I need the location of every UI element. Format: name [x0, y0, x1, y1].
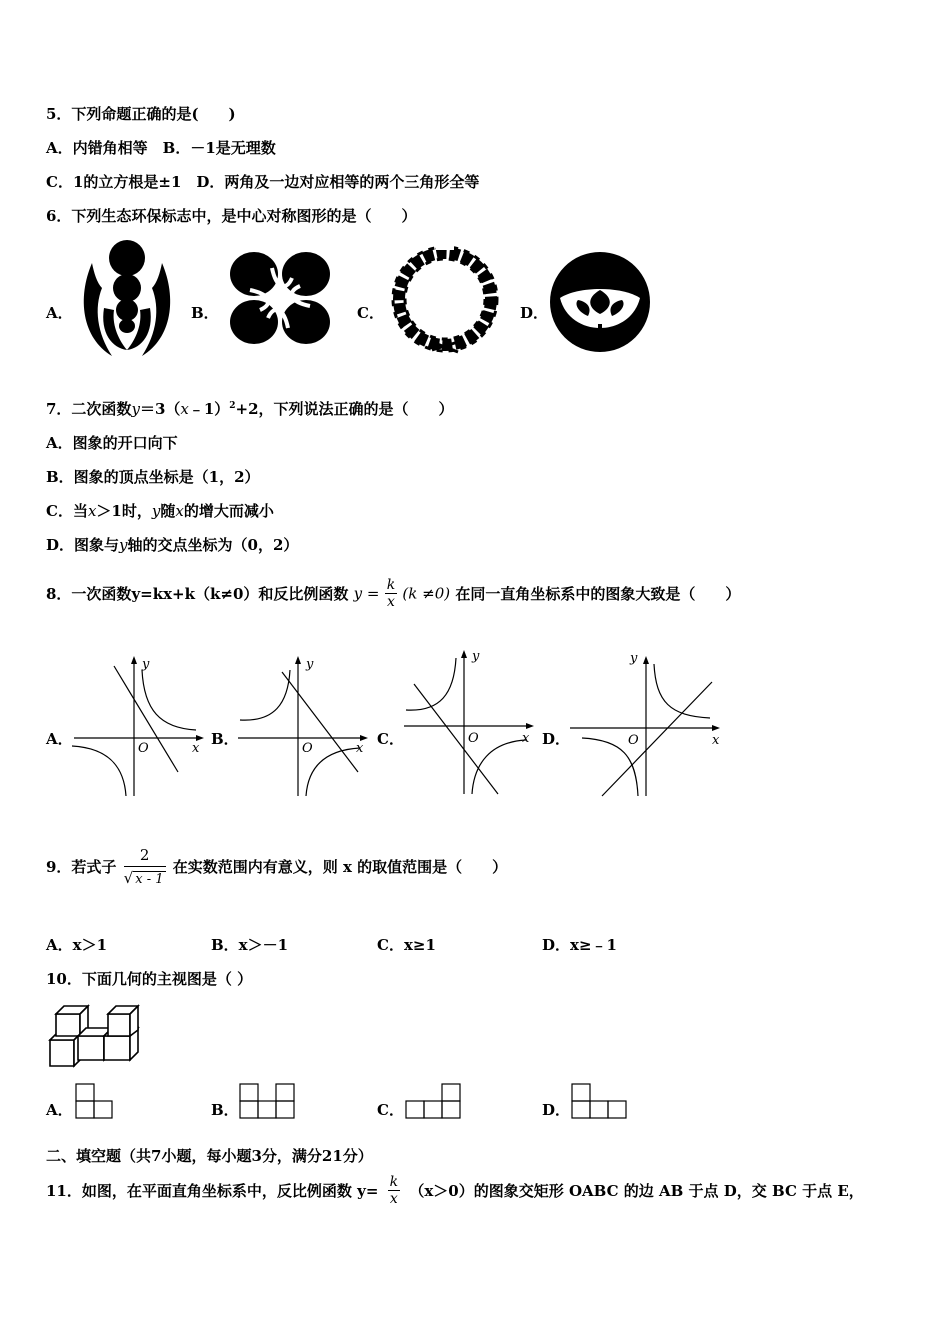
- q10-view-d: [570, 1082, 630, 1120]
- q10-label-a: A．: [46, 1101, 73, 1119]
- q9-fraction: [124, 846, 166, 887]
- q8-graph-c: [400, 644, 540, 800]
- q8-c-y-label: y: [472, 649, 480, 664]
- q10-label-c: C．: [377, 1101, 404, 1119]
- q9-num: 2: [139, 846, 150, 864]
- q7-option-a: A．图象的开口向下: [46, 434, 178, 452]
- q11-fraction: [388, 1174, 400, 1207]
- q8-b-origin: O: [302, 741, 313, 756]
- q9-option-d: D．x≥﹣1: [542, 936, 617, 954]
- q8-b-y-label: y: [306, 657, 314, 672]
- q6-label-d: D．: [520, 304, 549, 322]
- q7-c-x: x: [87, 502, 97, 520]
- q8-a-origin: O: [138, 741, 149, 756]
- q8-label-b: B．: [211, 730, 239, 748]
- q7-c-y: y: [151, 502, 161, 520]
- q8-c-origin: O: [468, 731, 479, 746]
- q8-formula-fraction: [385, 577, 397, 610]
- q8-stem: [46, 577, 740, 610]
- q11-num: k: [389, 1174, 399, 1190]
- q7-c-post: 的增大而减小: [183, 502, 274, 520]
- section-title-fill-in: 二、填空题（共7小题，每小题3分，满分21分）: [46, 1147, 373, 1165]
- four-leaf-emblem-icon: [218, 237, 342, 359]
- q7-var-y: y: [131, 400, 140, 418]
- q7-stem: [46, 398, 454, 419]
- q9-stem-pre: 9．若式子: [46, 858, 117, 876]
- q11-stem: [46, 1174, 864, 1207]
- q10-label-d: D．: [542, 1101, 571, 1119]
- q6-label-b: B．: [191, 304, 219, 322]
- q8-d-origin: O: [628, 733, 639, 748]
- flame-emblem-icon: [72, 238, 182, 360]
- q8-d-x-label: x: [712, 733, 720, 748]
- q7-d-pre: D．图象与: [46, 536, 120, 554]
- q7-option-d: [46, 534, 298, 555]
- q9-radicand: x - 1: [135, 872, 164, 887]
- q8-formula-cond: (k ≠0): [402, 584, 451, 603]
- circle-leaf-emblem-icon: [548, 246, 652, 358]
- q7-stem-pre: 7．二次函数: [46, 400, 132, 418]
- q7-stem-mid: ＝3（: [139, 400, 181, 418]
- q9-option-b: B．x＞－1: [211, 936, 289, 954]
- q8-formula-num: k: [386, 577, 396, 593]
- q7-exponent: 2: [229, 401, 236, 411]
- q8-b-x-label: x: [356, 741, 364, 756]
- q8-label-a: A．: [46, 730, 73, 748]
- q5-stem: 5．下列命题正确的是( ): [46, 105, 236, 123]
- q7-c-mid: ＞1时，: [96, 502, 152, 520]
- q11-stem-pre: 11．如图，在平面直角坐标系中，反比例函数 y=: [46, 1182, 379, 1200]
- q8-graph-a: [70, 650, 210, 800]
- q10-view-a: [74, 1082, 116, 1120]
- wreath-emblem-icon: [386, 242, 504, 360]
- q8-a-x-label: x: [192, 741, 200, 756]
- q8-formula-y: y =: [353, 584, 380, 603]
- q7-option-b: B．图象的顶点坐标是（1，2）: [46, 468, 260, 486]
- q9-option-c: C．x≥1: [377, 936, 436, 954]
- q7-stem-post: +2，下列说法正确的是（ ）: [235, 400, 454, 418]
- q8-graph-b: [234, 650, 374, 800]
- q11-stem-post: （x＞0）的图象交矩形 OABC 的边 AB 于点 D，交 BC 于点 E，: [409, 1182, 864, 1200]
- q8-a-y-label: y: [142, 657, 150, 672]
- q7-c-x2: x: [175, 502, 184, 520]
- q8-graph-d: [566, 650, 726, 800]
- q5-options-cd: C．1的立方根是±1 D．两角及一边对应相等的两个三角形全等: [46, 173, 480, 191]
- q8-stem-pre: 8．一次函数y=kx+k（k≠0）和反比例函数: [46, 585, 349, 603]
- q8-label-d: D．: [542, 730, 571, 748]
- q7-option-c: [46, 500, 274, 521]
- q8-d-y-label: y: [630, 651, 638, 666]
- q10-label-b: B．: [211, 1101, 239, 1119]
- q7-d-post: 轴的交点坐标为（0，2）: [127, 536, 299, 554]
- q8-formula-den: x: [386, 594, 395, 610]
- q5-options-ab: A．内错角相等 B．－1是无理数: [46, 139, 276, 157]
- q9-stem: [46, 846, 507, 887]
- q11-den: x: [389, 1191, 398, 1207]
- q7-var-x: x: [180, 400, 189, 418]
- q8-c-x-label: x: [522, 731, 530, 746]
- sqrt-icon: √: [123, 869, 134, 887]
- q6-label-c: C．: [357, 304, 384, 322]
- q7-d-y: y: [119, 536, 128, 554]
- q8-label-c: C．: [377, 730, 404, 748]
- q10-view-b: [238, 1082, 298, 1120]
- q10-view-c: [404, 1082, 464, 1120]
- q6-stem: 6．下列生态环保标志中，是中心对称图形的是（ ）: [46, 207, 417, 225]
- q7-c-pre: C．当: [46, 502, 88, 520]
- q7-stem-mid2: ﹣1）: [188, 400, 230, 418]
- q10-solid-figure: [44, 1000, 144, 1070]
- q9-stem-post: 在实数范围内有意义，则 x 的取值范围是（ ）: [172, 858, 508, 876]
- q6-label-a: A．: [46, 304, 73, 322]
- q10-stem: 10．下面几何的主视图是（ ）: [46, 970, 253, 988]
- q7-c-mid2: 随: [160, 502, 176, 520]
- q9-option-a: A．x＞1: [46, 936, 108, 954]
- q9-denominator: [124, 866, 166, 887]
- q8-stem-post: 在同一直角坐标系中的图象大致是（ ）: [455, 585, 741, 603]
